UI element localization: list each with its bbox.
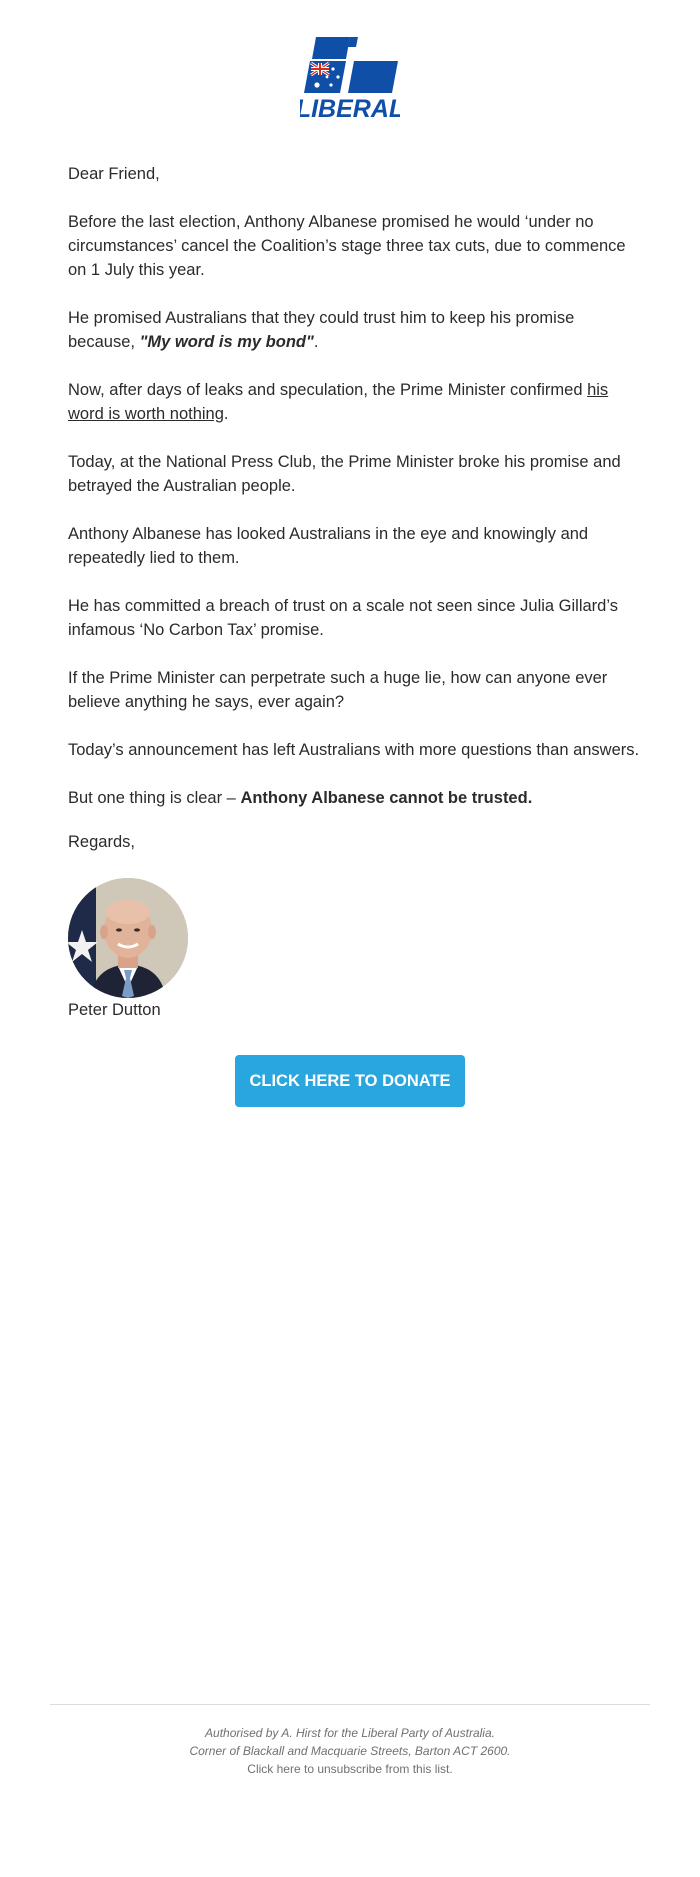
paragraph-3-text: Now, after days of leaks and speculation, the Prime Minister confirmed: [68, 381, 588, 399]
paragraph-3: [68, 378, 640, 426]
donate-button[interactable]: CLICK HERE TO DONATE: [235, 1055, 465, 1107]
paragraph-8: Today’s announcement has left Australians with more questions than answers.: [68, 741, 640, 759]
paragraph-5: Anthony Albanese has looked Australians in the eye and knowingly and repeatedly lied to them.: [68, 525, 589, 567]
liberal-logo: [300, 35, 400, 121]
sign-off: Regards,: [68, 833, 135, 851]
paragraph-7: If the Prime Minister can perpetrate such a huge lie, how can anyone ever believe anything he says, ever again?: [68, 669, 608, 711]
logo-wordmark: LIBERAL: [300, 95, 400, 121]
unsubscribe-link[interactable]: Click here to unsubscribe from this list.: [247, 1762, 453, 1776]
footer: [0, 1724, 700, 1778]
liberal-logo-mark: [300, 35, 400, 121]
footer-authorisation: Authorised by A. Hirst for the Liberal Party of Australia.: [205, 1726, 495, 1740]
his-word-link[interactable]: his word is worth nothing: [68, 381, 609, 423]
footer-address: Corner of Blackall and Macquarie Streets, Barton ACT 2600.: [189, 1744, 511, 1758]
paragraph-4: Today, at the National Press Club, the Prime Minister broke his promise and betrayed the Australian people.: [68, 453, 621, 495]
portrait-image: [68, 878, 188, 998]
paragraph-2: [68, 306, 640, 354]
paragraph-9-text: But one thing is clear –: [68, 789, 241, 807]
paragraph-9: [68, 786, 532, 810]
footer-divider: [50, 1704, 650, 1705]
signature-name: Peter Dutton: [68, 1001, 161, 1019]
greeting: Dear Friend,: [68, 165, 160, 183]
paragraph-1: Before the last election, Anthony Albanese promised he would ‘under no circumstances’ cancel the Coalition’s stage three tax cuts, due to commence on 1 July this year.: [68, 213, 626, 279]
quote-my-word-is-my-bond: "My word is my bond": [139, 333, 314, 351]
paragraph-6: He has committed a breach of trust on a scale not seen since Julia Gillard’s infamous ‘No Carbon Tax’ promise.: [68, 597, 618, 639]
paragraph-2-text: He promised Australians that they could trust him to keep his promise because,: [68, 309, 575, 351]
paragraph-3-end: .: [223, 405, 229, 423]
avatar: [68, 878, 188, 998]
paragraph-2-end: .: [313, 333, 319, 351]
conclusion-bold: Anthony Albanese cannot be trusted.: [240, 789, 533, 807]
